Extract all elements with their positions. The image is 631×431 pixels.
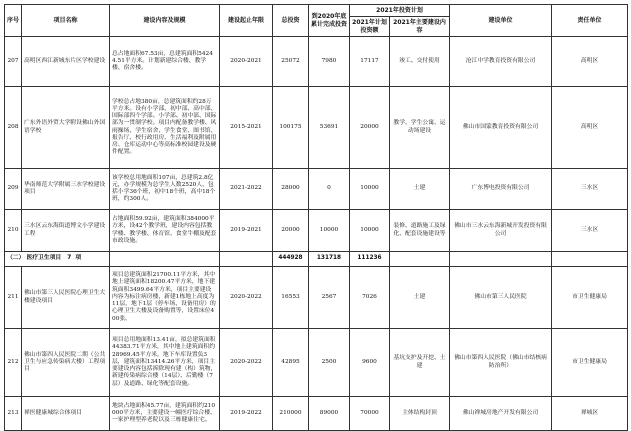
cell-content: 项目总用地面积13.41亩，拟总建筑面积44383.71平方米，其中地上建筑面积约28969.45平方米，地下车库设置负3层，建筑面积13414.26平方米，项目主要建设内容包括拆除现有建（构）筑物，新建传染病综合楼（14层）、后勤楼（7层）及道路、绿化等配套设施。 xyxy=(110,329,220,397)
cell-dept: 高明区 xyxy=(552,37,628,87)
cell-plan: 10000 xyxy=(350,210,390,252)
cell-name: 广东外语外贸大学附设佛山外国语学校 xyxy=(22,87,110,169)
cell-content: 占地面积59.92亩，建筑面积384000平方米，设42个教学班，建设内容包括教学楼、教学楼、体育馆、食堂牛棚及配套市政设施。 xyxy=(110,210,220,252)
cell-done: 89000 xyxy=(309,397,350,431)
cell-plan: 70000 xyxy=(350,397,390,431)
cell-main: 土建 xyxy=(390,267,450,329)
cell-seq: 208 xyxy=(5,87,22,169)
cell-unit: 沧江中学教育投资有限公司 xyxy=(450,37,552,87)
cell-plan: 17117 xyxy=(350,37,390,87)
cell-dept: 市卫生健康局 xyxy=(552,329,628,397)
cell-done: 2500 xyxy=(309,329,350,397)
cell-name: 佛山市第四人民医院二期（公共卫生与应急传染病大楼）工程项目 xyxy=(22,329,110,397)
cell-total: 42895 xyxy=(273,329,309,397)
cell-name: 三水区云东海街道博文小学建设工程 xyxy=(22,210,110,252)
cell-unit: 佛山市第三人民医院 xyxy=(450,267,552,329)
table-row xyxy=(5,210,628,252)
header-plan2021: 2021年计划投资额 xyxy=(350,17,390,37)
cell-content: 地块占地面积45.77亩，建筑面积约210000平方米，主要建设一幢医疗综合楼、一家护理型养老院以及三栋健康住宅。 xyxy=(110,397,220,431)
cell-done: 2567 xyxy=(309,267,350,329)
cell-total: 210000 xyxy=(273,397,309,431)
cell-empty xyxy=(220,252,273,267)
cell-period: 2019-2021 xyxy=(220,210,273,252)
section-unit-word: 项 xyxy=(75,255,82,262)
cell-main: 装修、道路施工及绿化、配套设施建设等 xyxy=(390,210,450,252)
header-main2021: 2021年主要建设内容 xyxy=(390,17,450,37)
header-plan-group: 2021年投资计划 xyxy=(350,5,450,17)
cell-total: 28000 xyxy=(273,169,309,210)
header-done2020: 到2020年底累计完成投资 xyxy=(309,5,350,37)
cell-period: 2020-2022 xyxy=(220,329,273,397)
cell-seq: 213 xyxy=(5,397,22,431)
table-row xyxy=(5,397,628,431)
header-name: 项目名称 xyxy=(22,5,110,37)
cell-empty xyxy=(390,252,450,267)
cell-done: 7980 xyxy=(309,37,350,87)
section-count: 7 xyxy=(67,255,72,262)
cell-unit: 佛山市第四人民医院（佛山市结核病防治所） xyxy=(450,329,552,397)
cell-unit: 佛山市国蒙教育投资有限公司 xyxy=(450,87,552,169)
cell-main: 教学、学生公寓、运动场建设 xyxy=(390,87,450,169)
cell-period: 2020-2022 xyxy=(220,267,273,329)
cell-dept: 禅城区 xyxy=(552,397,628,431)
section-total: 444928 xyxy=(273,252,309,267)
header-period: 建设起止年限 xyxy=(220,5,273,37)
table-row xyxy=(5,87,628,169)
cell-done: 0 xyxy=(309,169,350,210)
section-plan: 111236 xyxy=(350,252,390,267)
cell-period: 2015-2021 xyxy=(220,87,273,169)
cell-total: 100175 xyxy=(273,87,309,169)
cell-plan: 10000 xyxy=(350,169,390,210)
cell-total: 20000 xyxy=(273,210,309,252)
cell-seq: 212 xyxy=(5,329,22,397)
cell-empty xyxy=(450,252,552,267)
cell-content: 该学校总用地面积107亩，总建筑2.8亿元，办学规模为总学生人数2520人，包括小学36个班，初中18个班，高中18个班，约300人。 xyxy=(110,169,220,210)
cell-unit: 广东博电投资有限公司 xyxy=(450,169,552,210)
cell-plan: 9600 xyxy=(350,329,390,397)
cell-period: 2021-2022 xyxy=(220,169,273,210)
cell-main: 基坑支护及开挖、土建 xyxy=(390,329,450,397)
section-name: 医疗卫生项目 xyxy=(26,255,62,262)
cell-name: 华南师范大学附属三水学校建设项目 xyxy=(22,169,110,210)
cell-dept: 高明区 xyxy=(552,87,628,169)
cell-content: 学校总占地380亩，总建筑面积约28万平方米。设有小学部、初中部、高中部、国际部四个学部。小学部、初中部、国际部为一贯制学校。项目内配备教学楼、风雨操场、学生宿舍、学生食堂、图书馆、报告厅、校行政用房、生活福利及附属用房、仓库运动中心等高标准校园建设及硬件配置。 xyxy=(110,87,220,169)
cell-plan: 20000 xyxy=(350,87,390,169)
cell-name: 禅医健康城综合体项目 xyxy=(22,397,110,431)
cell-name: 高明区西江新城东片区学校建设 xyxy=(22,37,110,87)
cell-period: 2019-2022 xyxy=(220,397,273,431)
cell-period: 2020-2021 xyxy=(220,37,273,87)
cell-empty xyxy=(110,252,220,267)
cell-total: 16553 xyxy=(273,267,309,329)
cell-done: 53691 xyxy=(309,87,350,169)
cell-name: 佛山市第三人民医院心理卫生大楼建设项目 xyxy=(22,267,110,329)
cell-seq: 211 xyxy=(5,267,22,329)
section-row-medical xyxy=(5,252,628,267)
cell-seq: 210 xyxy=(5,210,22,252)
cell-content: 总占地面积67.53亩，总建筑面积54244.51平方米。计划新建综合楼、教学楼、宿舍楼。 xyxy=(110,37,220,87)
cell-main: 竣工、交付使用 xyxy=(390,37,450,87)
table-row xyxy=(5,169,628,210)
cell-content: 项目总建筑面积21700.11平方米，其中地上建筑面积18200.47平方米，地下建筑面积3499.64平方米，项目主要建设内容为标注病房楼，新建1栋地上高度为11层，地下1层（停车场、设备用房）的心理卫生大楼及设备购置等，设置床位400张。 xyxy=(110,267,220,329)
header-unit: 建设单位 xyxy=(450,5,552,37)
section-title xyxy=(5,252,110,267)
cell-unit: 佛山禅城房地产开发有限公司 xyxy=(450,397,552,431)
header-seq: 序号 xyxy=(5,5,22,37)
section-done: 131718 xyxy=(309,252,350,267)
cell-seq: 207 xyxy=(5,37,22,87)
header-dept: 责任单位 xyxy=(552,5,628,37)
table-row xyxy=(5,329,628,397)
section-label: （二） xyxy=(7,255,25,262)
investment-plan-table xyxy=(4,4,628,431)
table-row xyxy=(5,37,628,87)
table-row xyxy=(5,267,628,329)
header-content: 建设内容及规模 xyxy=(110,5,220,37)
cell-seq: 209 xyxy=(5,169,22,210)
cell-main: 土建 xyxy=(390,169,450,210)
header-total: 总投资 xyxy=(273,5,309,37)
cell-unit: 佛山市三水云东海新城开发投资有限公司 xyxy=(450,210,552,252)
cell-dept: 三水区 xyxy=(552,210,628,252)
cell-dept: 三水区 xyxy=(552,169,628,210)
cell-dept: 市卫生健康局 xyxy=(552,267,628,329)
cell-empty xyxy=(552,252,628,267)
cell-done: 10000 xyxy=(309,210,350,252)
cell-main: 主体结构封顶 xyxy=(390,397,450,431)
cell-plan: 7026 xyxy=(350,267,390,329)
cell-total: 25072 xyxy=(273,37,309,87)
